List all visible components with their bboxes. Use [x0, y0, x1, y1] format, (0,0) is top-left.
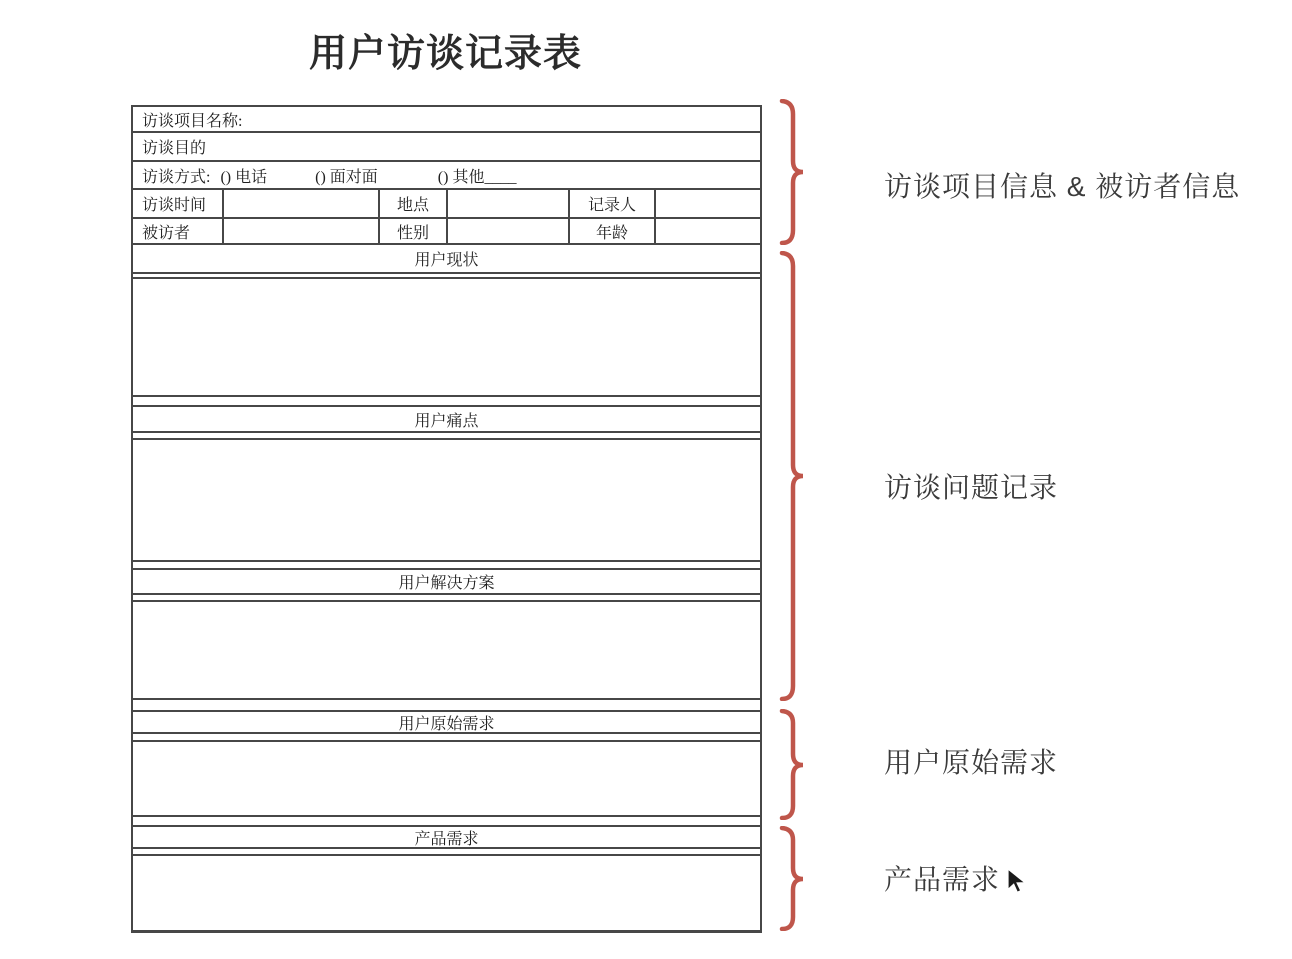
field-purpose-label: 访谈目的 — [133, 133, 760, 162]
section-content-user-status — [133, 277, 760, 397]
field-method-row — [133, 162, 760, 190]
field-method-label: 访谈方式: — [142, 168, 211, 186]
location-value — [448, 190, 570, 219]
location-label: 地点 — [380, 190, 448, 219]
section-content-user-painpoints — [133, 438, 760, 562]
interviewee-value — [224, 219, 380, 245]
section-header-product-needs: 产品需求 — [133, 825, 760, 849]
section-content-user-original-needs — [133, 740, 760, 817]
page-title: 用户访谈记录表 — [308, 33, 582, 75]
section-header-user-status: 用户现状 — [133, 245, 760, 274]
brace-product-needs-icon — [779, 826, 805, 931]
interview-time-value — [224, 190, 380, 219]
interviewee-label: 被访者 — [133, 219, 224, 245]
interview-form-table — [131, 105, 762, 933]
gender-value — [448, 219, 570, 245]
brace-project-info-icon — [779, 99, 805, 245]
section-header-user-solutions: 用户解决方案 — [133, 568, 760, 595]
method-option-phone: () 电话 — [220, 168, 268, 186]
mouse-cursor-icon — [1006, 868, 1026, 899]
brace-original-needs-icon — [779, 709, 805, 820]
age-value — [656, 219, 760, 245]
section-content-user-solutions — [133, 600, 760, 700]
age-label: 年龄 — [570, 219, 656, 245]
recorder-value — [656, 190, 760, 219]
annotation-project-info: 访谈项目信息 & 被访者信息 — [884, 171, 1241, 202]
section-content-product-needs — [133, 854, 760, 930]
annotation-product-needs: 产品需求 — [884, 864, 1001, 895]
interview-time-label: 访谈时间 — [133, 190, 224, 219]
brace-question-record-icon — [779, 251, 805, 701]
method-option-other: () 其他____ — [437, 168, 517, 186]
recorder-label: 记录人 — [570, 190, 656, 219]
annotation-original-needs: 用户原始需求 — [884, 747, 1059, 778]
section-header-user-original-needs: 用户原始需求 — [133, 710, 760, 734]
gender-label: 性别 — [380, 219, 448, 245]
info-grid — [133, 107, 760, 245]
method-option-face-to-face: () 面对面 — [315, 168, 378, 186]
annotation-question-record: 访谈问题记录 — [884, 472, 1059, 503]
section-header-user-painpoints: 用户痛点 — [133, 405, 760, 433]
field-project-name-label: 访谈项目名称: — [133, 107, 760, 133]
